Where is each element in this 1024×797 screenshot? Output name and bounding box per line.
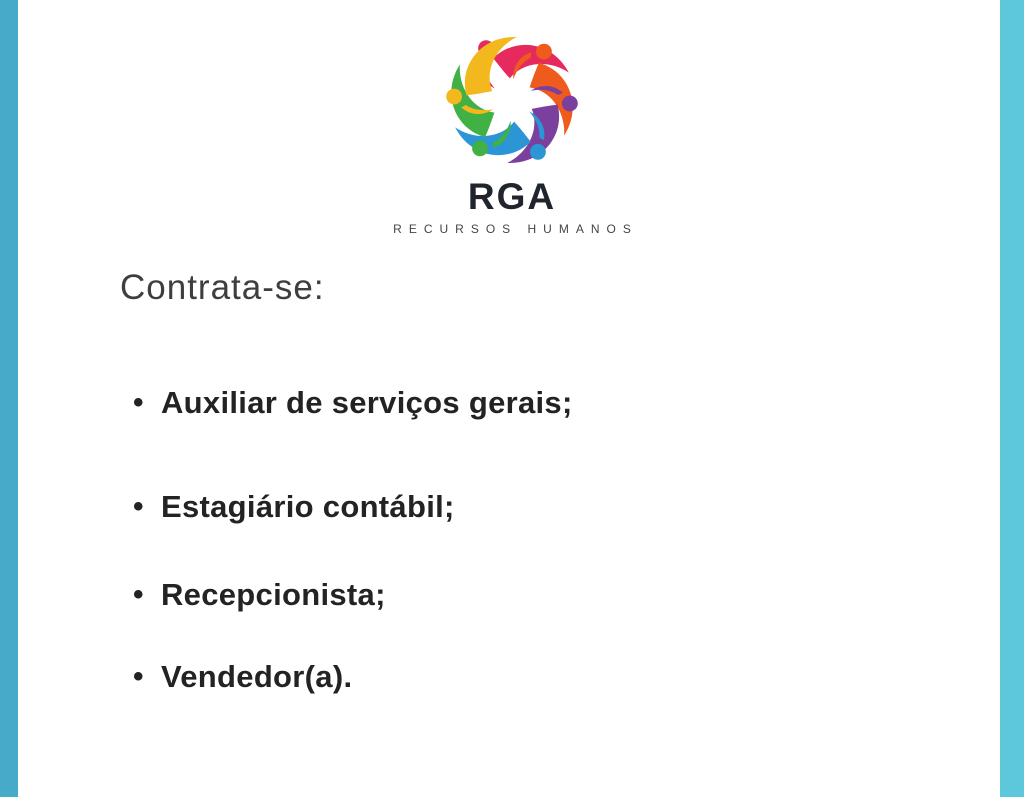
logo-subtitle: RECURSOS HUMANOS [393, 222, 638, 236]
job-title: Estagiário contábil; [161, 489, 455, 524]
logo-title: RGA [467, 176, 557, 217]
bullet-icon: • [133, 578, 144, 611]
rga-logo [0, 28, 1024, 236]
bullet-icon: • [133, 386, 144, 419]
list-item [133, 486, 573, 528]
bullet-icon: • [133, 660, 144, 693]
job-title: Vendedor(a). [161, 659, 353, 694]
job-list [133, 382, 573, 698]
job-title: Auxiliar de serviços gerais; [161, 385, 573, 420]
list-item [133, 574, 573, 616]
job-title: Recepcionista; [161, 577, 386, 612]
hiring-heading: Contrata-se: [120, 268, 325, 307]
people-circle-logo-icon [440, 28, 584, 172]
list-item [133, 382, 573, 424]
bullet-icon: • [133, 490, 144, 523]
list-item [133, 656, 573, 698]
